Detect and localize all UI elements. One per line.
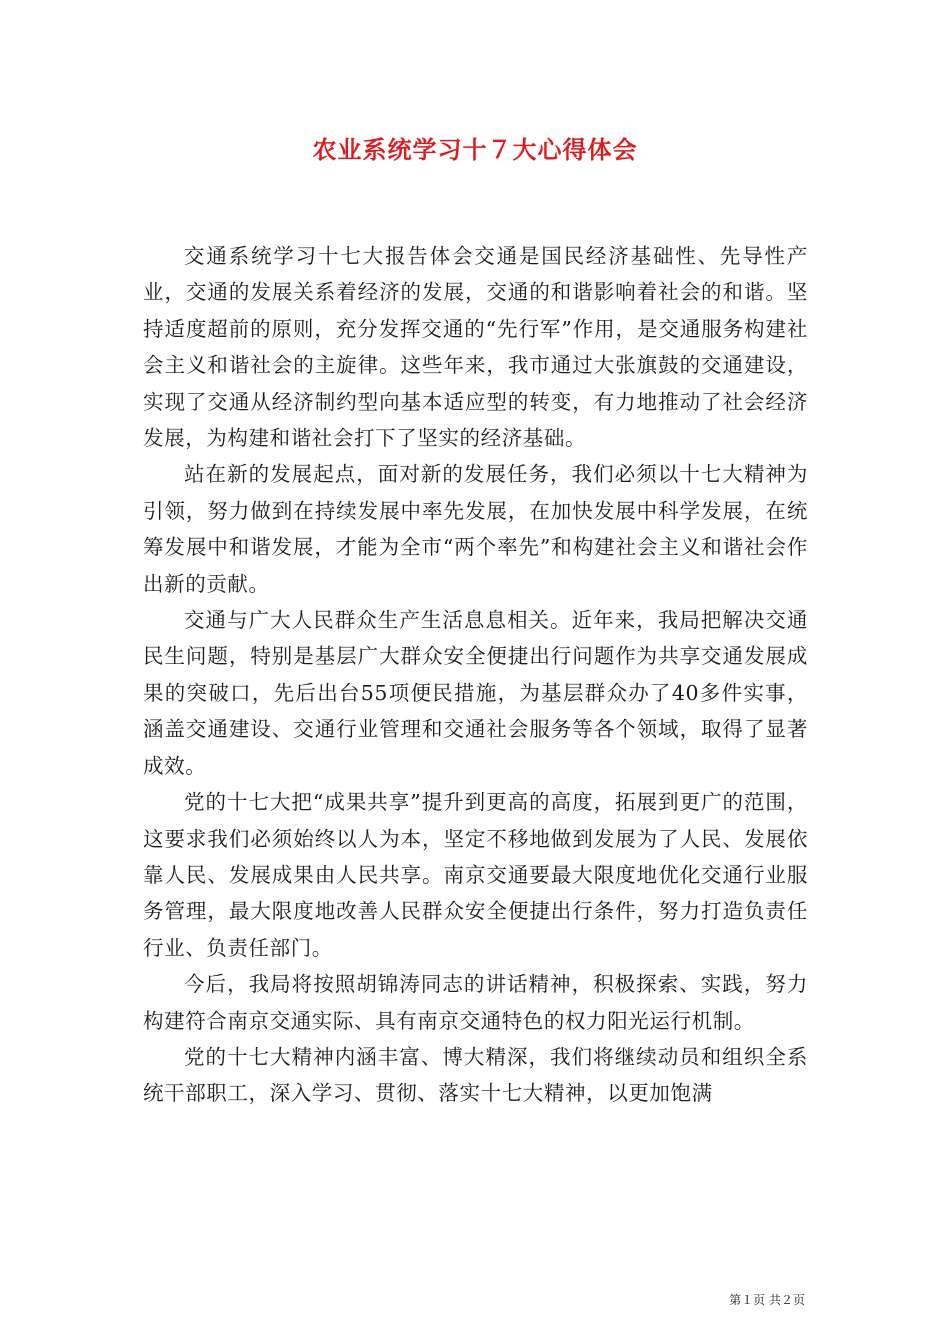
paragraph-5: 今后，我局将按照胡锦涛同志的讲话精神，积极探索、实践，努力构建符合南京交通实际、具有南京交通特色的权力阳光运行机制。 xyxy=(143,972,808,1033)
paragraph-3: 交通与广大人民群众生产生活息息相关。近年来，我局把解决交通民生问题，特别是基层广大群众安全便捷出行问题作为共享交通发展成果的突破口，先后出台55项便民措施，为基层群众办了40多件实事，涵盖交通建设、交通行业管理和交通社会服务等各个领域，取得了显著成效。 xyxy=(143,608,808,778)
paragraph-6: 党的十七大精神内涵丰富、博大精深，我们将继续动员和组织全系统干部职工，深入学习、贯彻、落实十七大精神，以更加饱满 xyxy=(143,1044,808,1106)
paragraph-2: 站在新的发展起点，面对新的发展任务，我们必须以十七大精神为引领，努力做到在持续发展中率先发展，在加快发展中科学发展，在统筹发展中和谐发展，才能为全市“两个率先”和构建社会主义和谐社会作出新的贡献。 xyxy=(143,462,808,596)
page-number: 第１页 共２页 xyxy=(729,1293,805,1307)
paragraph-1: 交通系统学习十七大报告体会交通是国民经济基础性、先导性产业，交通的发展关系着经济的发展，交通的和谐影响着社会的和谐。坚持适度超前的原则，充分发挥交通的“先行军”作用，是交通服务构建社会主义和谐社会的主旋律。这些年来，我市通过大张旗鼓的交通建设，实现了交通从经济制约型向基本适应型的转变，有力地推动了社会经济发展，为构建和谐社会打下了坚实的经济基础。 xyxy=(143,244,808,451)
document-title: 农业系统学习十７大心得体会 xyxy=(312,135,638,164)
document-body xyxy=(143,238,808,1112)
paragraph-4: 党的十七大把“成果共享”提升到更高的高度，拓展到更广的范围，这要求我们必须始终以人为本，坚定不移地做到发展为了人民、发展依靠人民、发展成果由人民共享。南京交通要最大限度地优化交通行业服务管理，最大限度地改善人民群众安全便捷出行条件，努力打造负责任行业、负责任部门。 xyxy=(143,790,808,960)
